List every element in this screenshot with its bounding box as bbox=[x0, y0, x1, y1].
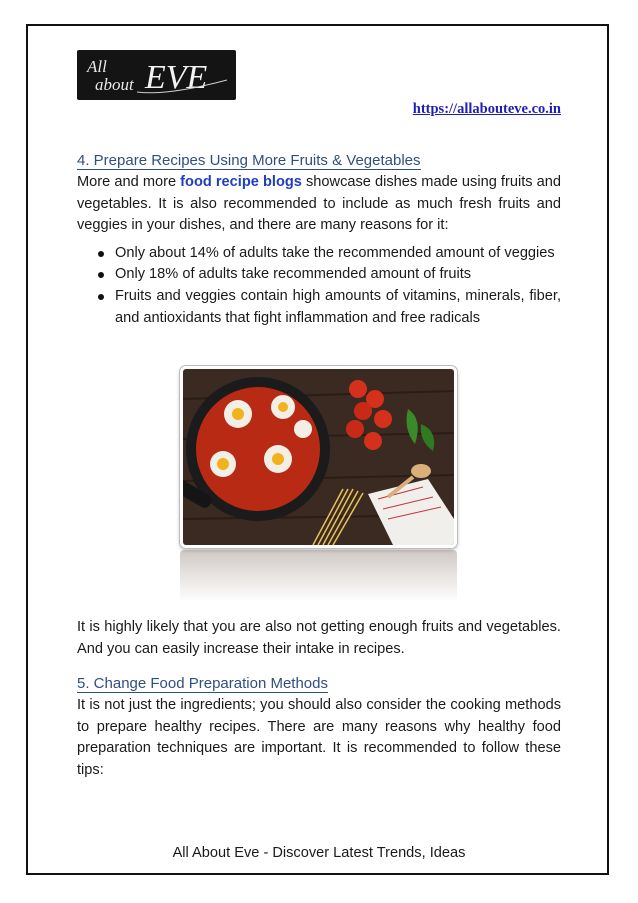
shakshuka-image bbox=[180, 366, 457, 548]
section-food-preparation bbox=[77, 617, 561, 782]
food-recipe-blogs-link[interactable]: food recipe blogs bbox=[180, 174, 302, 190]
photo-reflection bbox=[180, 550, 457, 602]
list-item: Only about 14% of adults take the recommended amount of veggies bbox=[115, 243, 561, 265]
section-fruits-vegetables bbox=[77, 150, 561, 329]
reasons-list bbox=[77, 243, 561, 329]
site-url-link[interactable]: https://allabouteve.co.in bbox=[412, 101, 561, 117]
section-heading-text: 4. Prepare Recipes Using More Fruits & Vegetables bbox=[77, 152, 421, 169]
intro-text-start: More and more bbox=[77, 174, 181, 190]
food-photo bbox=[180, 366, 457, 602]
svg-text:All: All bbox=[87, 57, 107, 76]
intro-paragraph bbox=[77, 172, 561, 237]
photo-illustration bbox=[183, 369, 454, 545]
after-image-paragraph: It is highly likely that you are also not getting enough fruits and vegetables. And you can easily increase their intake in recipes. bbox=[77, 619, 561, 657]
logo-artwork bbox=[77, 50, 236, 100]
list-item: Only 18% of adults take recommended amount of fruits bbox=[115, 264, 561, 286]
section-heading bbox=[77, 150, 561, 172]
svg-text:EVE: EVE bbox=[145, 59, 208, 96]
list-item: Fruits and veggies contain high amounts of vitamins, minerals, fiber, and antioxidants that fight inflammation and free radicals bbox=[115, 286, 561, 329]
page-footer: All About Eve - Discover Latest Trends, Ideas bbox=[172, 845, 466, 861]
intro-text-end: showcase dishes made using fruits and vegetables. It is also recommended to include as much fresh fruits and veggies in your dishes, and there are many reasons for it: bbox=[77, 174, 561, 234]
section-heading bbox=[77, 673, 561, 695]
svg-text:about: about bbox=[95, 75, 134, 94]
site-logo[interactable] bbox=[77, 50, 236, 100]
section-heading-text: 5. Change Food Preparation Methods bbox=[77, 675, 328, 693]
preparation-paragraph: It is not just the ingredients; you should also consider the cooking methods to prepare healthy recipes. There are many reasons why healthy food preparation techniques are important. It is recommended to follow these tips: bbox=[77, 697, 561, 778]
